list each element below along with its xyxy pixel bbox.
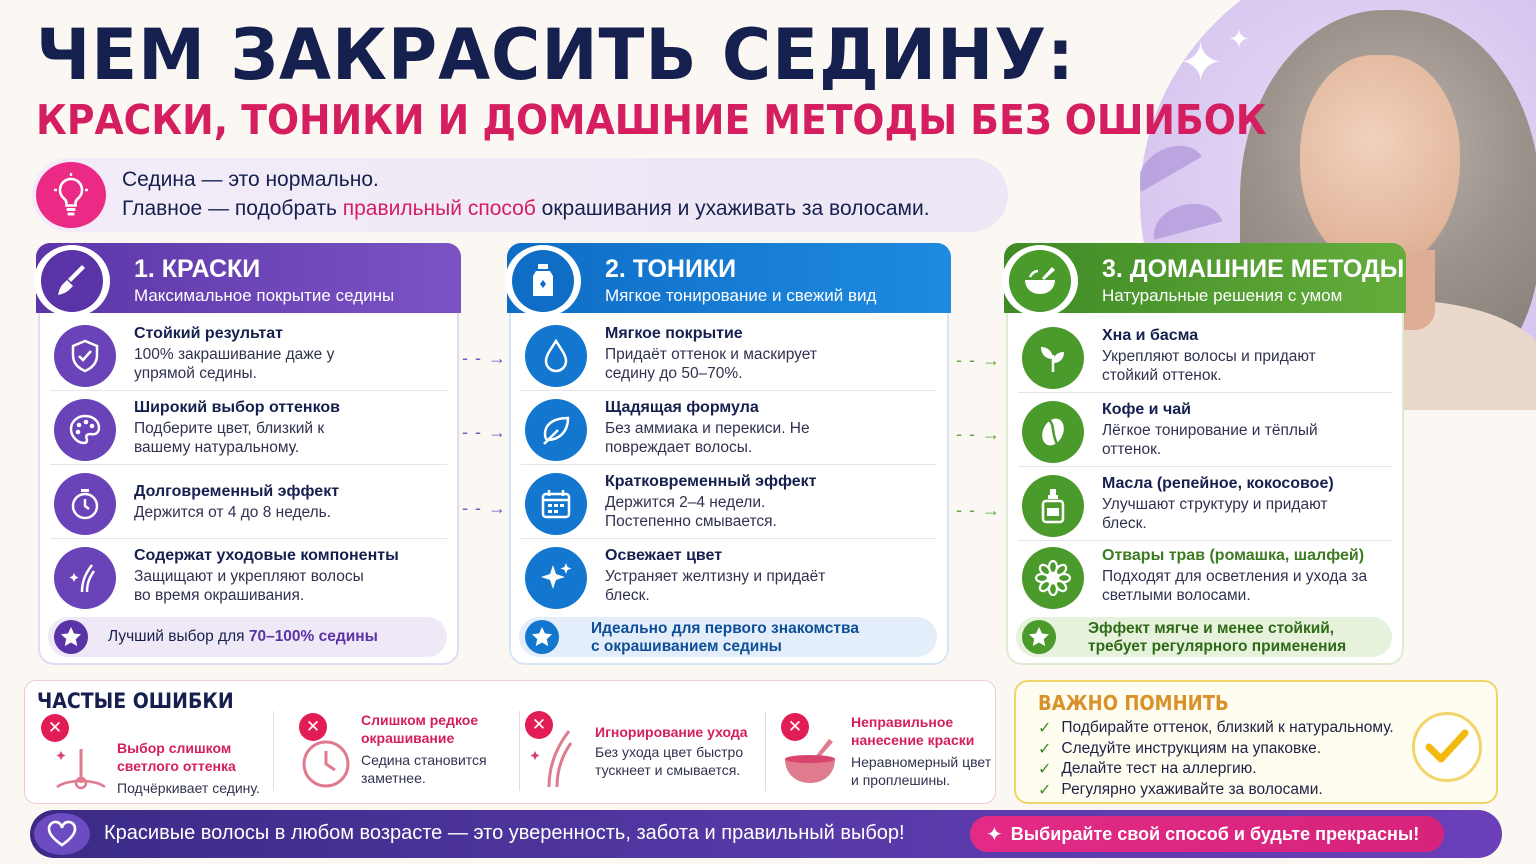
list-item: Мягкое покрытие Придаёт оттенок и маскирует седину до 50–70%.: [521, 317, 937, 391]
sparkle-icon: ✦: [1178, 33, 1224, 93]
list-item: Широкий выбор оттенков Подберите цвет, близкий к вашему натуральному.: [50, 391, 447, 465]
column-footer: Идеально для первого знакомства с окрашиванием седины: [519, 617, 937, 657]
page-subtitle: КРАСКИ, ТОНИКИ И ДОМАШНИЕ МЕТОДЫ БЕЗ ОШИБОК: [36, 96, 1267, 144]
error-x-icon: ✕: [41, 714, 69, 742]
mistake-item: ✕ Выбор слишком светлого оттенка Подчёркивает седину.: [37, 711, 277, 801]
reminders-title: ВАЖНО ПОМНИТЬ: [1038, 691, 1229, 715]
intro-line-2: Главное — подобрать правильный способ окрашивания и ухаживать за волосами.: [122, 197, 930, 220]
oil-bottle-icon: [1022, 475, 1084, 537]
intro-banner: [32, 158, 1008, 232]
error-x-icon: ✕: [525, 711, 553, 739]
mistake-item: ✕ Неправильное нанесение краски Неравномерный цвет и проплешины.: [777, 711, 1017, 801]
column-subtitle: Натуральные решения с умом: [1102, 286, 1343, 305]
coffee-bean-icon: [1022, 401, 1084, 463]
sparkle-small-icon: ✦: [1228, 24, 1250, 54]
arrow-connector: - - →: [956, 424, 1001, 444]
column-footer: Эффект мягче и менее стойкий, требует регулярного применения: [1016, 617, 1392, 657]
list-item: ✓ Регулярно ухаживайте за волосами.: [1038, 780, 1323, 799]
page-title: ЧЕМ ЗАКРАСИТЬ СЕДИНУ:: [36, 14, 1075, 96]
mistake-item: ✕ Игнорирование ухода Без ухода цвет быстро тускнеет и смывается.: [521, 711, 761, 801]
column-footer: Лучший выбор для 70–100% седины: [48, 617, 447, 657]
shield-check-icon: [54, 325, 116, 387]
clock-icon: [299, 737, 353, 796]
column-title: 1. КРАСКИ: [134, 255, 261, 283]
palette-icon: [54, 399, 116, 461]
list-item: Кофе и чай Лёгкое тонирование и тёплый оттенок.: [1018, 393, 1392, 467]
list-item: Освежает цвет Устраняет желтизну и придаёт блеск.: [521, 539, 937, 613]
lightbulb-icon: [36, 162, 106, 228]
list-item: Хна и басма Укрепляют волосы и придают стойкий оттенок.: [1018, 319, 1392, 393]
arrow-connector: - - →: [462, 422, 507, 442]
list-item: Щадящая формула Без аммиака и перекиси. Не повреждает волосы.: [521, 391, 937, 465]
list-item: ✓ Подбирайте оттенок, близкий к натуральному.: [1038, 719, 1394, 738]
mortar-icon: [1009, 250, 1071, 312]
stopwatch-icon: [54, 473, 116, 535]
column-tonics: [507, 243, 951, 665]
arrow-connector: - - →: [462, 348, 507, 368]
paintbrush-icon: [41, 250, 103, 312]
intro-line-1: Седина — это нормально.: [122, 168, 379, 191]
list-item: Содержат уходовые компоненты Защищают и укрепляют волосы во время окрашивания.: [50, 539, 447, 613]
intro-highlight: правильный способ: [342, 197, 536, 220]
important-reminders: [1014, 680, 1498, 804]
error-x-icon: ✕: [781, 713, 809, 741]
arrow-connector: - - →: [462, 498, 507, 518]
arrow-connector: - - →: [956, 350, 1001, 370]
calendar-icon: [525, 473, 587, 535]
sparkles-icon: [525, 547, 587, 609]
column-subtitle: Максимальное покрытие седины: [134, 286, 395, 305]
list-item: Кратковременный эффект Держится 2–4 недели. Постепенно смывается.: [521, 465, 937, 539]
chamomile-icon: [1022, 547, 1084, 609]
star-icon: [525, 620, 559, 654]
common-mistakes: [24, 680, 996, 804]
list-item: Отвары трав (ромашка, шалфей) Подходят для осветления и ухода за светлыми волосами.: [1018, 539, 1392, 613]
mistakes-title: ЧАСТЫЕ ОШИБКИ: [37, 689, 234, 713]
error-x-icon: ✕: [299, 713, 327, 741]
check-icon: ✓: [1038, 720, 1052, 738]
heart-icon: [34, 813, 90, 855]
damaged-hair-icon: [527, 725, 583, 796]
list-item: ✓ Следуйте инструкциям на упаковке.: [1038, 739, 1322, 758]
column-dyes: [36, 243, 461, 665]
cta-button[interactable]: ✦ Выбирайте свой способ и будьте прекрасны!: [970, 816, 1444, 852]
plant-icon: [1022, 327, 1084, 389]
hair-root-icon: [51, 743, 111, 800]
list-item: Долговременный эффект Держится от 4 до 8 недель.: [50, 465, 447, 539]
mistake-item: ✕ Слишком редкое окрашивание Седина становится заметнее.: [285, 711, 525, 801]
dye-bowl-icon: [781, 735, 839, 792]
droplet-icon: [525, 325, 587, 387]
check-icon: ✓: [1038, 781, 1052, 799]
hair-follicle-icon: [54, 547, 116, 609]
footer-text: Красивые волосы в любом возрасте — это уверенность, забота и правильный выбор!: [104, 822, 905, 844]
list-item: ✓ Делайте тест на аллергию.: [1038, 760, 1257, 779]
star-icon: [1022, 620, 1056, 654]
check-icon: ✓: [1038, 761, 1052, 779]
column-title: 3. ДОМАШНИЕ МЕТОДЫ: [1102, 255, 1405, 283]
column-subtitle: Мягкое тонирование и свежий вид: [605, 286, 877, 305]
sparkle-icon: ✦: [986, 823, 1003, 846]
check-icon: ✓: [1038, 740, 1052, 758]
big-check-icon: [1412, 712, 1482, 782]
bottle-icon: [512, 250, 574, 312]
star-icon: [54, 620, 88, 654]
column-home-methods: [1004, 243, 1406, 665]
footer-banner: [30, 810, 1502, 858]
leaf-icon: [525, 399, 587, 461]
list-item: Масла (репейное, кокосовое) Улучшают структуру и придают блеск.: [1018, 467, 1392, 541]
list-item: Стойкий результат 100% закрашивание даже у упрямой седины.: [50, 317, 447, 391]
column-title: 2. ТОНИКИ: [605, 255, 737, 283]
arrow-connector: - - →: [956, 500, 1001, 520]
